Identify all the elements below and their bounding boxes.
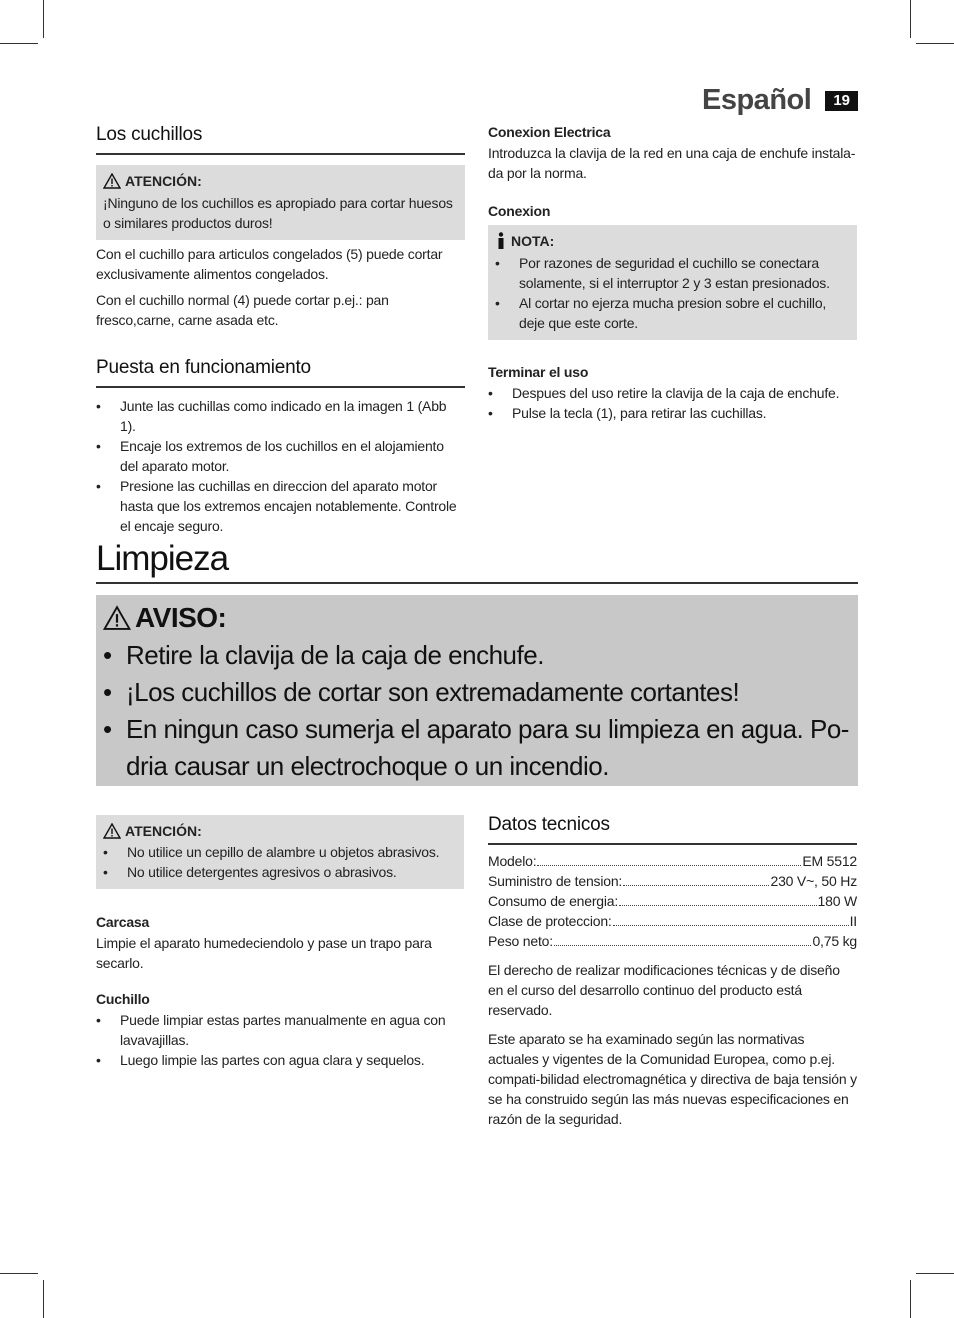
list-item: • Pulse la tecla (1), para retirar las cuchillas.: [488, 403, 857, 423]
specs-paragraph-2: Este aparato se ha examinado según las normativas actuales y vigentes de la Comunidad Europea, como p.ej. compati-bilidad electromagnética y directiva de baja tensión y se ha construido según las más nuevas especificaciones en razón de la seguridad.: [488, 1031, 857, 1127]
warning-triangle-icon: [103, 823, 121, 839]
attention-list: [103, 842, 457, 882]
crop-mark: [43, 1280, 44, 1318]
knives-title: Los cuchillos: [96, 124, 465, 155]
left-top-column: [96, 124, 465, 536]
attention-label: ATENCIÓN:: [125, 823, 202, 839]
knife-title: Cuchillo: [96, 991, 150, 1007]
list-item: • Despues del uso retire la clavija de la caja de enchufe.: [488, 383, 857, 403]
list-item: • Encaje los extremos de los cuchillos en el alojamiento del aparato motor.: [96, 436, 465, 476]
attention-box: [96, 165, 465, 240]
aviso-label: AVISO:: [135, 602, 227, 633]
language-label: Español: [702, 84, 812, 116]
right-top-column: [488, 124, 857, 423]
specs-title: Datos tecnicos: [488, 814, 857, 845]
specs-table: [488, 851, 857, 951]
spec-row: Peso neto: 0,75 kg: [488, 933, 857, 949]
list-item: • Presione las cuchillas en direccion del aparato motor hasta que los extremos encajen notablemente. Controle el encaje seguro.: [96, 476, 465, 536]
attention-label: ATENCIÓN:: [125, 173, 202, 189]
list-item: • Por razones de seguridad el cuchillo se conectara solamente, si el interruptor 2 y 3 estan presionados.: [495, 253, 850, 293]
list-item: • En ningun caso sumerja el aparato para su limpieza en agua. Po-dria causar un electrochoque o un incendio.: [103, 714, 849, 781]
list-item: • Junte las cuchillas como indicado en la imagen 1 (Abb 1).: [96, 396, 465, 436]
crop-mark: [0, 43, 38, 44]
list-item: • No utilice un cepillo de alambre u objetos abrasivos.: [103, 842, 457, 862]
spec-row: Consumo de energia: 180 W: [488, 893, 857, 909]
attention-box: [96, 815, 464, 889]
attention-text: ¡Ninguno de los cuchillos es apropiado para cortar huesos o similares productos duros!: [103, 195, 453, 231]
aviso-list: [103, 637, 851, 785]
list-item: • No utilice detergentes agresivos o abrasivos.: [103, 862, 457, 882]
spec-row: Clase de proteccion: II: [488, 913, 857, 929]
right-bottom-column: [488, 814, 857, 1129]
list-item: • Luego limpie las partes con agua clara y sequelos.: [96, 1050, 464, 1070]
finish-list: [488, 383, 857, 423]
crop-mark: [910, 0, 911, 38]
crop-mark: [910, 1280, 911, 1318]
cleaning-header: [96, 538, 858, 584]
spec-row: Suministro de tension: 230 V~, 50 Hz: [488, 873, 857, 889]
left-bottom-column: [96, 815, 464, 1070]
housing-title: Carcasa: [96, 914, 150, 930]
specs-paragraph-1: El derecho de realizar modificaciones técnicas y de diseño en el curso del desarrollo continuo del producto está reservado.: [488, 962, 840, 1018]
warning-triangle-icon: [103, 605, 131, 631]
note-label: NOTA:: [511, 233, 555, 249]
crop-mark: [43, 0, 44, 38]
finish-title: Terminar el uso: [488, 364, 589, 380]
page-header: [702, 84, 858, 117]
cleaning-title: Limpieza: [96, 538, 858, 584]
electric-title: Conexion Electrica: [488, 124, 611, 140]
knife-list: [96, 1010, 464, 1070]
crop-mark: [0, 1273, 38, 1274]
knives-paragraph-2: Con el cuchillo normal (4) puede cortar p.ej.: pan fresco,carne, carne asada etc.: [96, 292, 389, 328]
startup-list: [96, 396, 465, 536]
housing-text: Limpie el aparato humedeciendolo y pase un trapo para secarlo.: [96, 935, 432, 971]
startup-title: Puesta en funcionamiento: [96, 357, 465, 388]
warning-triangle-icon: [103, 173, 121, 189]
page-number: 19: [825, 91, 858, 111]
crop-mark: [916, 43, 954, 44]
note-list: [495, 253, 850, 333]
connection-title: Conexion: [488, 203, 551, 219]
list-item: • Puede limpiar estas partes manualmente en agua con lavavajillas.: [96, 1010, 464, 1050]
electric-text: Introduzca la clavija de la red en una caja de enchufe instala-da por la norma.: [488, 145, 856, 181]
crop-mark: [916, 1273, 954, 1274]
list-item: • ¡Los cuchillos de cortar son extremadamente cortantes!: [103, 677, 740, 707]
knives-paragraph-1: Con el cuchillo para articulos congelados (5) puede cortar exclusivamente alimentos congelados.: [96, 246, 443, 282]
aviso-box: [96, 595, 858, 786]
list-item: • Al cortar no ejerza mucha presion sobre el cuchillo, deje que este corte.: [495, 293, 850, 333]
note-box: [488, 225, 857, 340]
list-item: • Retire la clavija de la caja de enchufe.: [103, 640, 544, 670]
info-icon: [495, 232, 507, 250]
spec-row: Modelo: EM 5512: [488, 853, 857, 869]
